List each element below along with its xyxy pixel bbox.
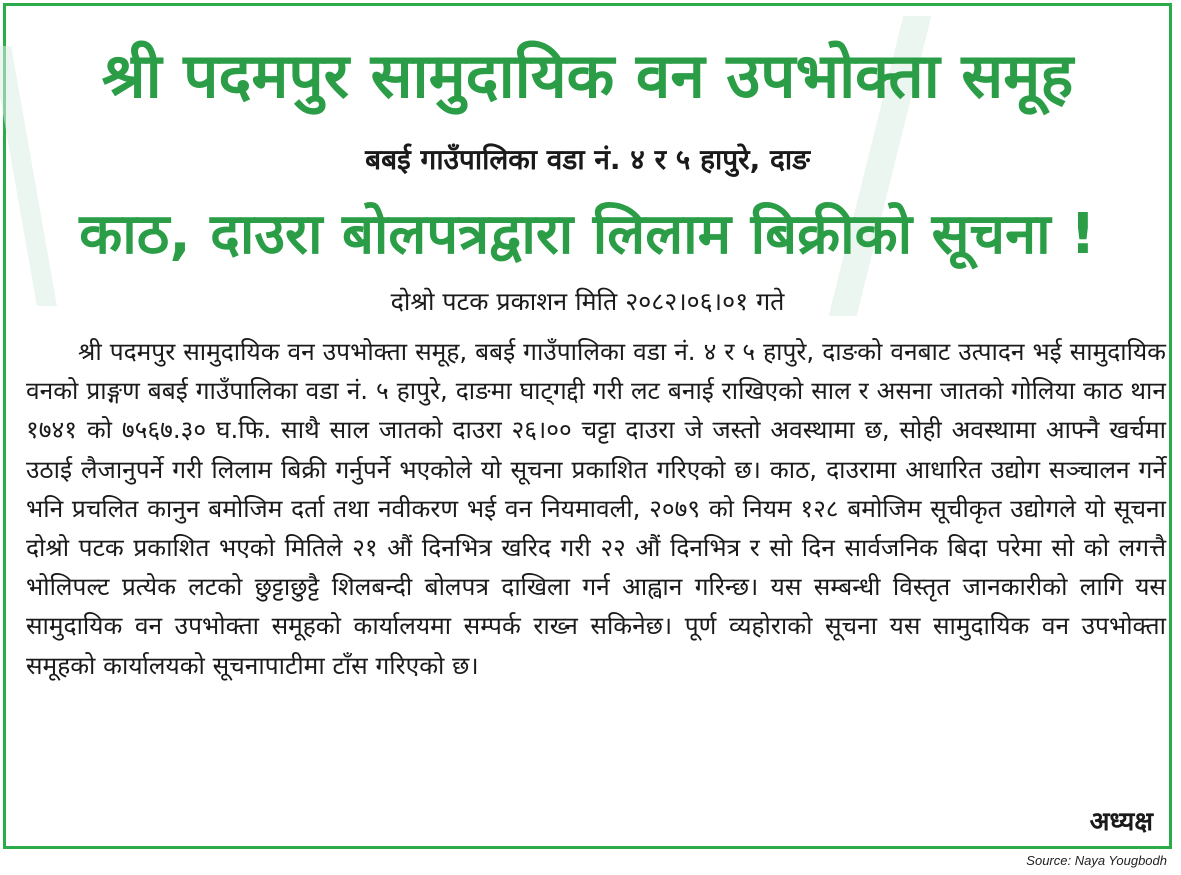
notice-body: श्री पदमपुर सामुदायिक वन उपभोक्ता समूह, बबई गाउँपालिका वडा नं. ४ र ५ हापुरे, दाङको वनबाट उत्पादन भई सामुदायिक वनको प्राङ्गण बबई गाउँपालिका वडा नं. ५ हापुरे, दाङमा घाट्गद्दी गरी लट बनाई राखिएको साल र असना जातको गोलिया काठ थान १७४१ को ७५६७.३० घ.फि. साथै साल जातको दाउरा २६।०० चट्टा दाउरा जे जस्तो अवस्थामा छ, सोही अवस्थामा आफ्नै खर्चमा उठाई लैजानुपर्ने गरी लिलाम बिक्री गर्नुपर्ने भएकोले यो सूचना प्रकाशित गरिएको छ। काठ, दाउरामा आधारित उद्योग सञ्चालन गर्ने भनि प्रचलित कानुन बमोजिम दर्ता तथा नवीकरण भई वन नियमावली, २०७९ को नियम १२८ बमोजिम सूचीकृत उद्योगले यो सूचना दोश्रो पटक प्रकाशित भएको मितिले २१ औं दिनभित्र खरिद गरी २२ औं दिनभित्र र सो दिन सार्वजनिक बिदा परेमा सो को लगत्तै भोलिपल्ट प्रत्येक लटको छुट्टाछुट्टै शिलबन्दी बोलपत्र दाखिला गर्न आह्वान गरिन्छ। यस सम्बन्धी विस्तृत जानकारीको लागि यस सामुदायिक वन उपभोक्ता समूहको कार्यालयमा सम्पर्क राख्न सकिनेछ। पूर्ण व्यहोराको सूचना यस सामुदायिक वन उपभोक्ता समूहको कार्यालयको सूचनापाटीमा टाँस गरिएको छ। [26, 337, 1166, 680]
source-credit: Source: Naya Yougbodh [1026, 853, 1167, 868]
publication-date: दोश्रो पटक प्रकाशन मिति २०८२।०६।०१ गते [390, 287, 785, 316]
organization-title: श्री पदमपुर सामुदायिक वन उपभोक्ता समूह [101, 39, 1074, 112]
organization-address: बबई गाउँपालिका वडा नं. ४ र ५ हापुरे, दाङ [365, 143, 810, 176]
signature-chairperson: अध्यक्ष [1089, 807, 1153, 837]
notice-heading: काठ, दाउरा बोलपत्रद्वारा लिलाम बिक्रीको सूचना ! [79, 202, 1096, 267]
notice-frame [3, 3, 1172, 849]
